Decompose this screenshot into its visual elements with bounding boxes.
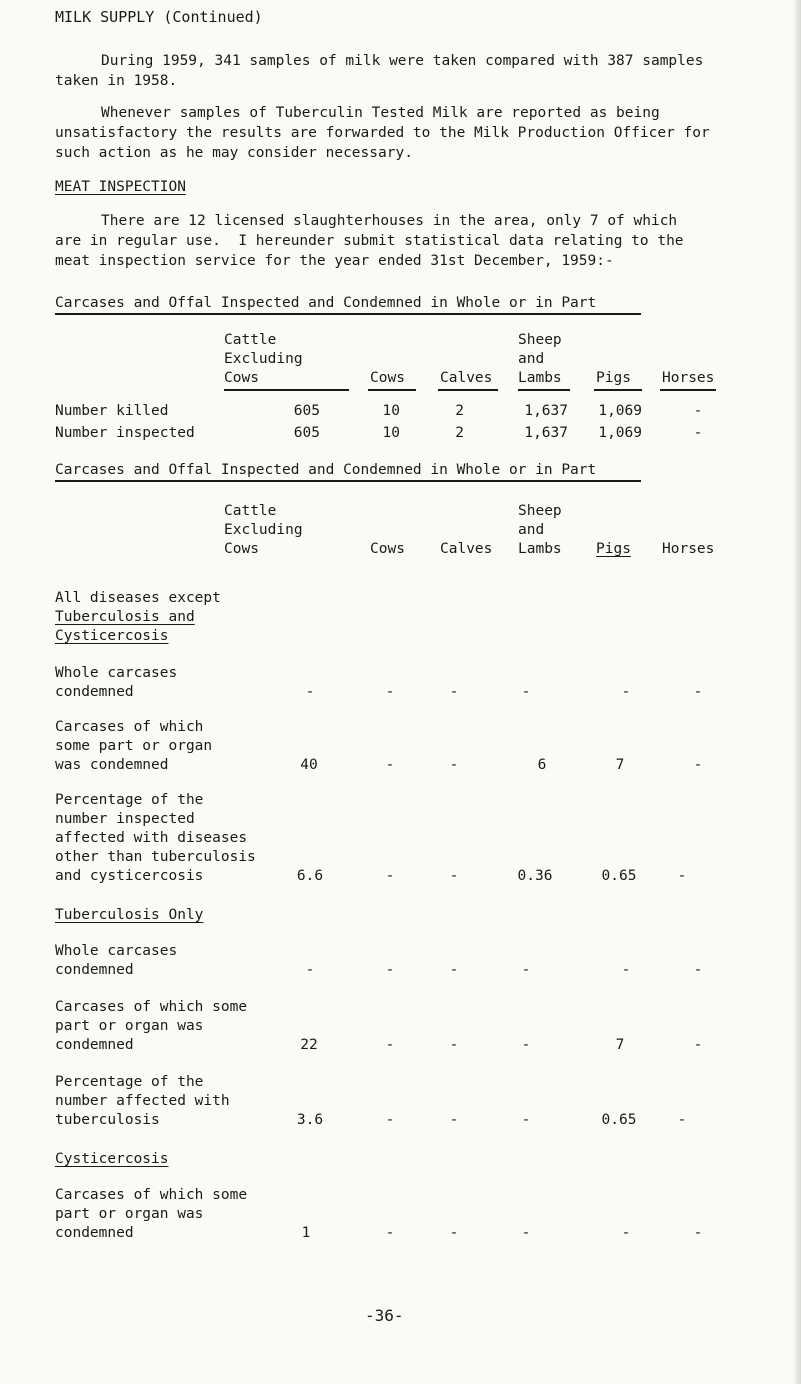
row-label-line: was condemned bbox=[55, 757, 169, 773]
row-label-line: part or organ was bbox=[55, 1206, 204, 1222]
cell-pigs: 1,069 bbox=[598, 425, 642, 441]
cell-pigs: 0.65 bbox=[601, 1112, 637, 1128]
table1-col-sheep-l3: Lambs bbox=[518, 370, 562, 386]
cell-cows: - bbox=[385, 684, 395, 700]
table2-col-cattle-l2: Excluding bbox=[224, 522, 303, 538]
row-label-line: and cysticercosis bbox=[55, 868, 204, 884]
intro-para2-line2: unsatisfactory the results are forwarded to the Milk Production Officer for bbox=[55, 125, 710, 141]
table2-col-sheep-l3: Lambs bbox=[518, 541, 562, 557]
table1-caption-rule bbox=[55, 313, 641, 315]
row-label-line: affected with diseases bbox=[55, 830, 248, 846]
table1-rule-sheep bbox=[518, 389, 570, 391]
table2-col-sheep-l2: and bbox=[518, 522, 545, 538]
cell-horses: - bbox=[693, 425, 703, 441]
cell-horses: - bbox=[693, 403, 703, 419]
table1-col-cattle-l3: Cows bbox=[224, 370, 259, 386]
table2-col-horses: Horses bbox=[662, 541, 715, 557]
cell-sheep: - bbox=[521, 684, 531, 700]
cell-calves: - bbox=[449, 868, 459, 884]
meat-para-line2: are in regular use. I hereunder submit statistical data relating to the bbox=[55, 233, 684, 249]
table2-col-cows: Cows bbox=[370, 541, 405, 557]
cell-sheep: 6 bbox=[537, 757, 547, 773]
table1-caption: Carcases and Offal Inspected and Condemned in Whole or in Part bbox=[55, 295, 597, 311]
table1-col-sheep-l2: and bbox=[518, 351, 545, 367]
cell-sheep: 1,637 bbox=[524, 425, 568, 441]
table2-col-cattle-l1: Cattle bbox=[224, 503, 277, 519]
cell-pigs: 0.65 bbox=[601, 868, 637, 884]
cell-calves: - bbox=[449, 1225, 459, 1241]
section-heading-all-diseases-l1: All diseases except bbox=[55, 590, 221, 606]
cell-cows: 10 bbox=[382, 425, 400, 441]
table1-col-cattle-l2: Excluding bbox=[224, 351, 303, 367]
cell-horses: - bbox=[677, 868, 687, 884]
row-label-line: part or organ was bbox=[55, 1018, 204, 1034]
meat-inspection-heading: MEAT INSPECTION bbox=[55, 179, 186, 195]
row-label-line: some part or organ bbox=[55, 738, 213, 754]
cell-sheep: 0.36 bbox=[517, 868, 553, 884]
cell-cattle: 22 bbox=[300, 1037, 318, 1053]
row-label-line: Carcases of which bbox=[55, 719, 204, 735]
meat-para-line1: There are 12 licensed slaughterhouses in the area, only 7 of which bbox=[101, 213, 678, 229]
cell-cattle: 6.6 bbox=[296, 868, 324, 884]
row-label-line: condemned bbox=[55, 1225, 134, 1241]
cell-sheep: 1,637 bbox=[524, 403, 568, 419]
cell-pigs: 1,069 bbox=[598, 403, 642, 419]
row-label-line: Whole carcases bbox=[55, 943, 178, 959]
cell-cattle: - bbox=[305, 684, 315, 700]
intro-para2-line1: Whenever samples of Tuberculin Tested Milk are reported as being bbox=[101, 105, 660, 121]
cell-sheep: - bbox=[521, 962, 531, 978]
cell-cattle: 605 bbox=[293, 403, 320, 419]
row-label-line: Carcases of which some bbox=[55, 1187, 248, 1203]
row-label-line: number inspected bbox=[55, 811, 195, 827]
row-label-line: number affected with bbox=[55, 1093, 230, 1109]
table1-rule-cattle bbox=[224, 389, 349, 391]
cell-calves: - bbox=[449, 962, 459, 978]
cell-pigs: - bbox=[621, 1225, 631, 1241]
cell-cattle: 605 bbox=[293, 425, 320, 441]
cell-horses: - bbox=[693, 1037, 703, 1053]
row-label-line: other than tuberculosis bbox=[55, 849, 256, 865]
page-title: MILK SUPPLY (Continued) bbox=[55, 8, 263, 26]
cell-horses: - bbox=[693, 757, 703, 773]
table1-col-cows: Cows bbox=[370, 370, 405, 386]
row-label: Number killed bbox=[55, 403, 169, 419]
cell-cattle: - bbox=[305, 962, 315, 978]
section-heading-all-diseases-l2: Tuberculosis and bbox=[55, 609, 195, 625]
intro-para2-line3: such action as he may consider necessary. bbox=[55, 145, 413, 161]
row-label-line: condemned bbox=[55, 1037, 134, 1053]
row-label-line: Whole carcases bbox=[55, 665, 178, 681]
cell-horses: - bbox=[693, 684, 703, 700]
cell-pigs: 7 bbox=[615, 1037, 625, 1053]
section-heading-tuberculosis: Tuberculosis Only bbox=[55, 907, 204, 923]
cell-calves: - bbox=[449, 684, 459, 700]
table2-col-pigs: Pigs bbox=[596, 541, 631, 557]
cell-calves: - bbox=[449, 757, 459, 773]
table2-col-calves: Calves bbox=[440, 541, 493, 557]
cell-cattle: 40 bbox=[300, 757, 318, 773]
cell-cows: - bbox=[385, 1225, 395, 1241]
cell-cows: - bbox=[385, 868, 395, 884]
row-label: Number inspected bbox=[55, 425, 195, 441]
cell-sheep: - bbox=[521, 1112, 531, 1128]
table2-caption: Carcases and Offal Inspected and Condemned in Whole or in Part bbox=[55, 462, 597, 478]
cell-sheep: - bbox=[521, 1037, 531, 1053]
cell-calves: 2 bbox=[455, 403, 464, 419]
section-heading-cysticercosis: Cysticercosis bbox=[55, 1151, 169, 1167]
cell-sheep: - bbox=[521, 1225, 531, 1241]
row-label-line: condemned bbox=[55, 684, 134, 700]
cell-cows: - bbox=[385, 1037, 395, 1053]
cell-horses: - bbox=[693, 962, 703, 978]
intro-para1-line1: During 1959, 341 samples of milk were taken compared with 387 samples bbox=[101, 53, 704, 69]
intro-para1-line2: taken in 1958. bbox=[55, 73, 178, 89]
table1-rule-horses bbox=[660, 389, 716, 391]
row-label-line: Percentage of the bbox=[55, 792, 204, 808]
table2-col-sheep-l1: Sheep bbox=[518, 503, 562, 519]
meat-para-line3: meat inspection service for the year ended 31st December, 1959:- bbox=[55, 253, 614, 269]
page-edge-shadow bbox=[793, 0, 801, 1384]
row-label-line: Percentage of the bbox=[55, 1074, 204, 1090]
table1-rule-pigs bbox=[594, 389, 642, 391]
table1-col-calves: Calves bbox=[440, 370, 493, 386]
table2-col-cattle-l3: Cows bbox=[224, 541, 259, 557]
page-number: -36- bbox=[365, 1306, 404, 1325]
cell-pigs: - bbox=[621, 962, 631, 978]
table1-col-pigs: Pigs bbox=[596, 370, 631, 386]
cell-cattle: 3.6 bbox=[296, 1112, 324, 1128]
table1-col-horses: Horses bbox=[662, 370, 715, 386]
cell-pigs: 7 bbox=[615, 757, 625, 773]
row-label-line: condemned bbox=[55, 962, 134, 978]
cell-calves: - bbox=[449, 1037, 459, 1053]
section-heading-all-diseases-l3: Cysticercosis bbox=[55, 628, 169, 644]
cell-horses: - bbox=[693, 1225, 703, 1241]
table2-caption-rule bbox=[55, 480, 641, 482]
table1-rule-calves bbox=[438, 389, 498, 391]
cell-pigs: - bbox=[621, 684, 631, 700]
table1-col-sheep-l1: Sheep bbox=[518, 332, 562, 348]
cell-horses: - bbox=[677, 1112, 687, 1128]
row-label-line: Carcases of which some bbox=[55, 999, 248, 1015]
cell-cows: - bbox=[385, 962, 395, 978]
table1-rule-cows bbox=[368, 389, 416, 391]
cell-calves: 2 bbox=[455, 425, 464, 441]
row-label-line: tuberculosis bbox=[55, 1112, 160, 1128]
table1-col-cattle-l1: Cattle bbox=[224, 332, 277, 348]
cell-cows: - bbox=[385, 757, 395, 773]
cell-cows: - bbox=[385, 1112, 395, 1128]
cell-calves: - bbox=[449, 1112, 459, 1128]
cell-cattle: 1 bbox=[301, 1225, 311, 1241]
cell-cows: 10 bbox=[382, 403, 400, 419]
